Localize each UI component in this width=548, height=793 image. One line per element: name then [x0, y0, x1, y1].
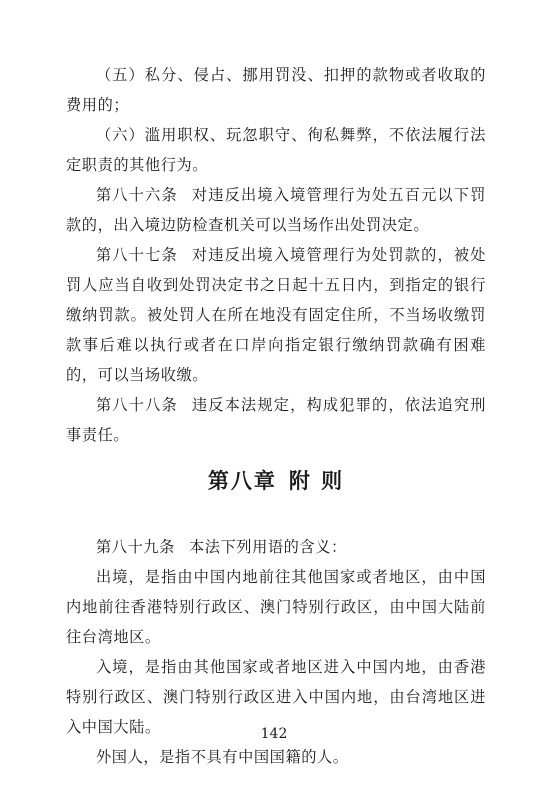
chapter-number: 第八章: [207, 469, 277, 493]
article-text: 本法下列用语的含义：: [188, 538, 347, 556]
paragraph: [66, 120, 486, 180]
article-number: 第八十七条: [96, 246, 178, 264]
article-89: [66, 532, 486, 562]
paragraph-text: 入境，是指由其他国家或者地区进入中国内地，由香港特别行政区、澳门特别行政区进入中国内地，由台湾地区进入中国大陆。: [66, 658, 486, 736]
article-number: 第八十九条: [96, 538, 175, 556]
article-text: 对违反出境入境管理行为处罚款的，被处罚人应当自收到处罚决定书之日起十五日内，到指定的银行缴纳罚款。被处罚人在所在地没有固定住所，不当场收缴罚款事后难以执行或者在口岸向指定银行缴纳罚款确有困难的，可以当场收缴。: [66, 246, 486, 384]
paragraph: [66, 60, 486, 120]
paragraph-text: （五）私分、侵占、挪用罚没、扣押的款物或者收取的费用的；: [66, 66, 486, 114]
article-number: 第八十六条: [96, 186, 178, 204]
document-page: [66, 60, 486, 772]
chapter-title: 附 则: [288, 469, 345, 493]
article-88: [66, 390, 486, 450]
definition-exit: [66, 562, 486, 652]
page-number: 142: [260, 726, 288, 742]
article-number: 第八十八条: [96, 396, 178, 414]
article-text: 对违反出境入境管理行为处五百元以下罚款的，出入境边防检查机关可以当场作出处罚决定。: [66, 186, 486, 234]
article-text: 违反本法规定，构成犯罪的，依法追究刑事责任。: [66, 396, 486, 444]
article-87: [66, 240, 486, 390]
paragraph-text: （六）滥用职权、玩忽职守、徇私舞弊，不依法履行法定职责的其他行为。: [66, 126, 486, 174]
definition-foreigner: [66, 742, 486, 772]
article-86: [66, 180, 486, 240]
chapter-heading: [66, 466, 486, 496]
paragraph-text: 出境，是指由中国内地前往其他国家或者地区，由中国内地前往香港特别行政区、澳门特别行政区，由中国大陆前往台湾地区。: [66, 568, 486, 646]
paragraph-text: 外国人，是指不具有中国国籍的人。: [96, 748, 349, 766]
